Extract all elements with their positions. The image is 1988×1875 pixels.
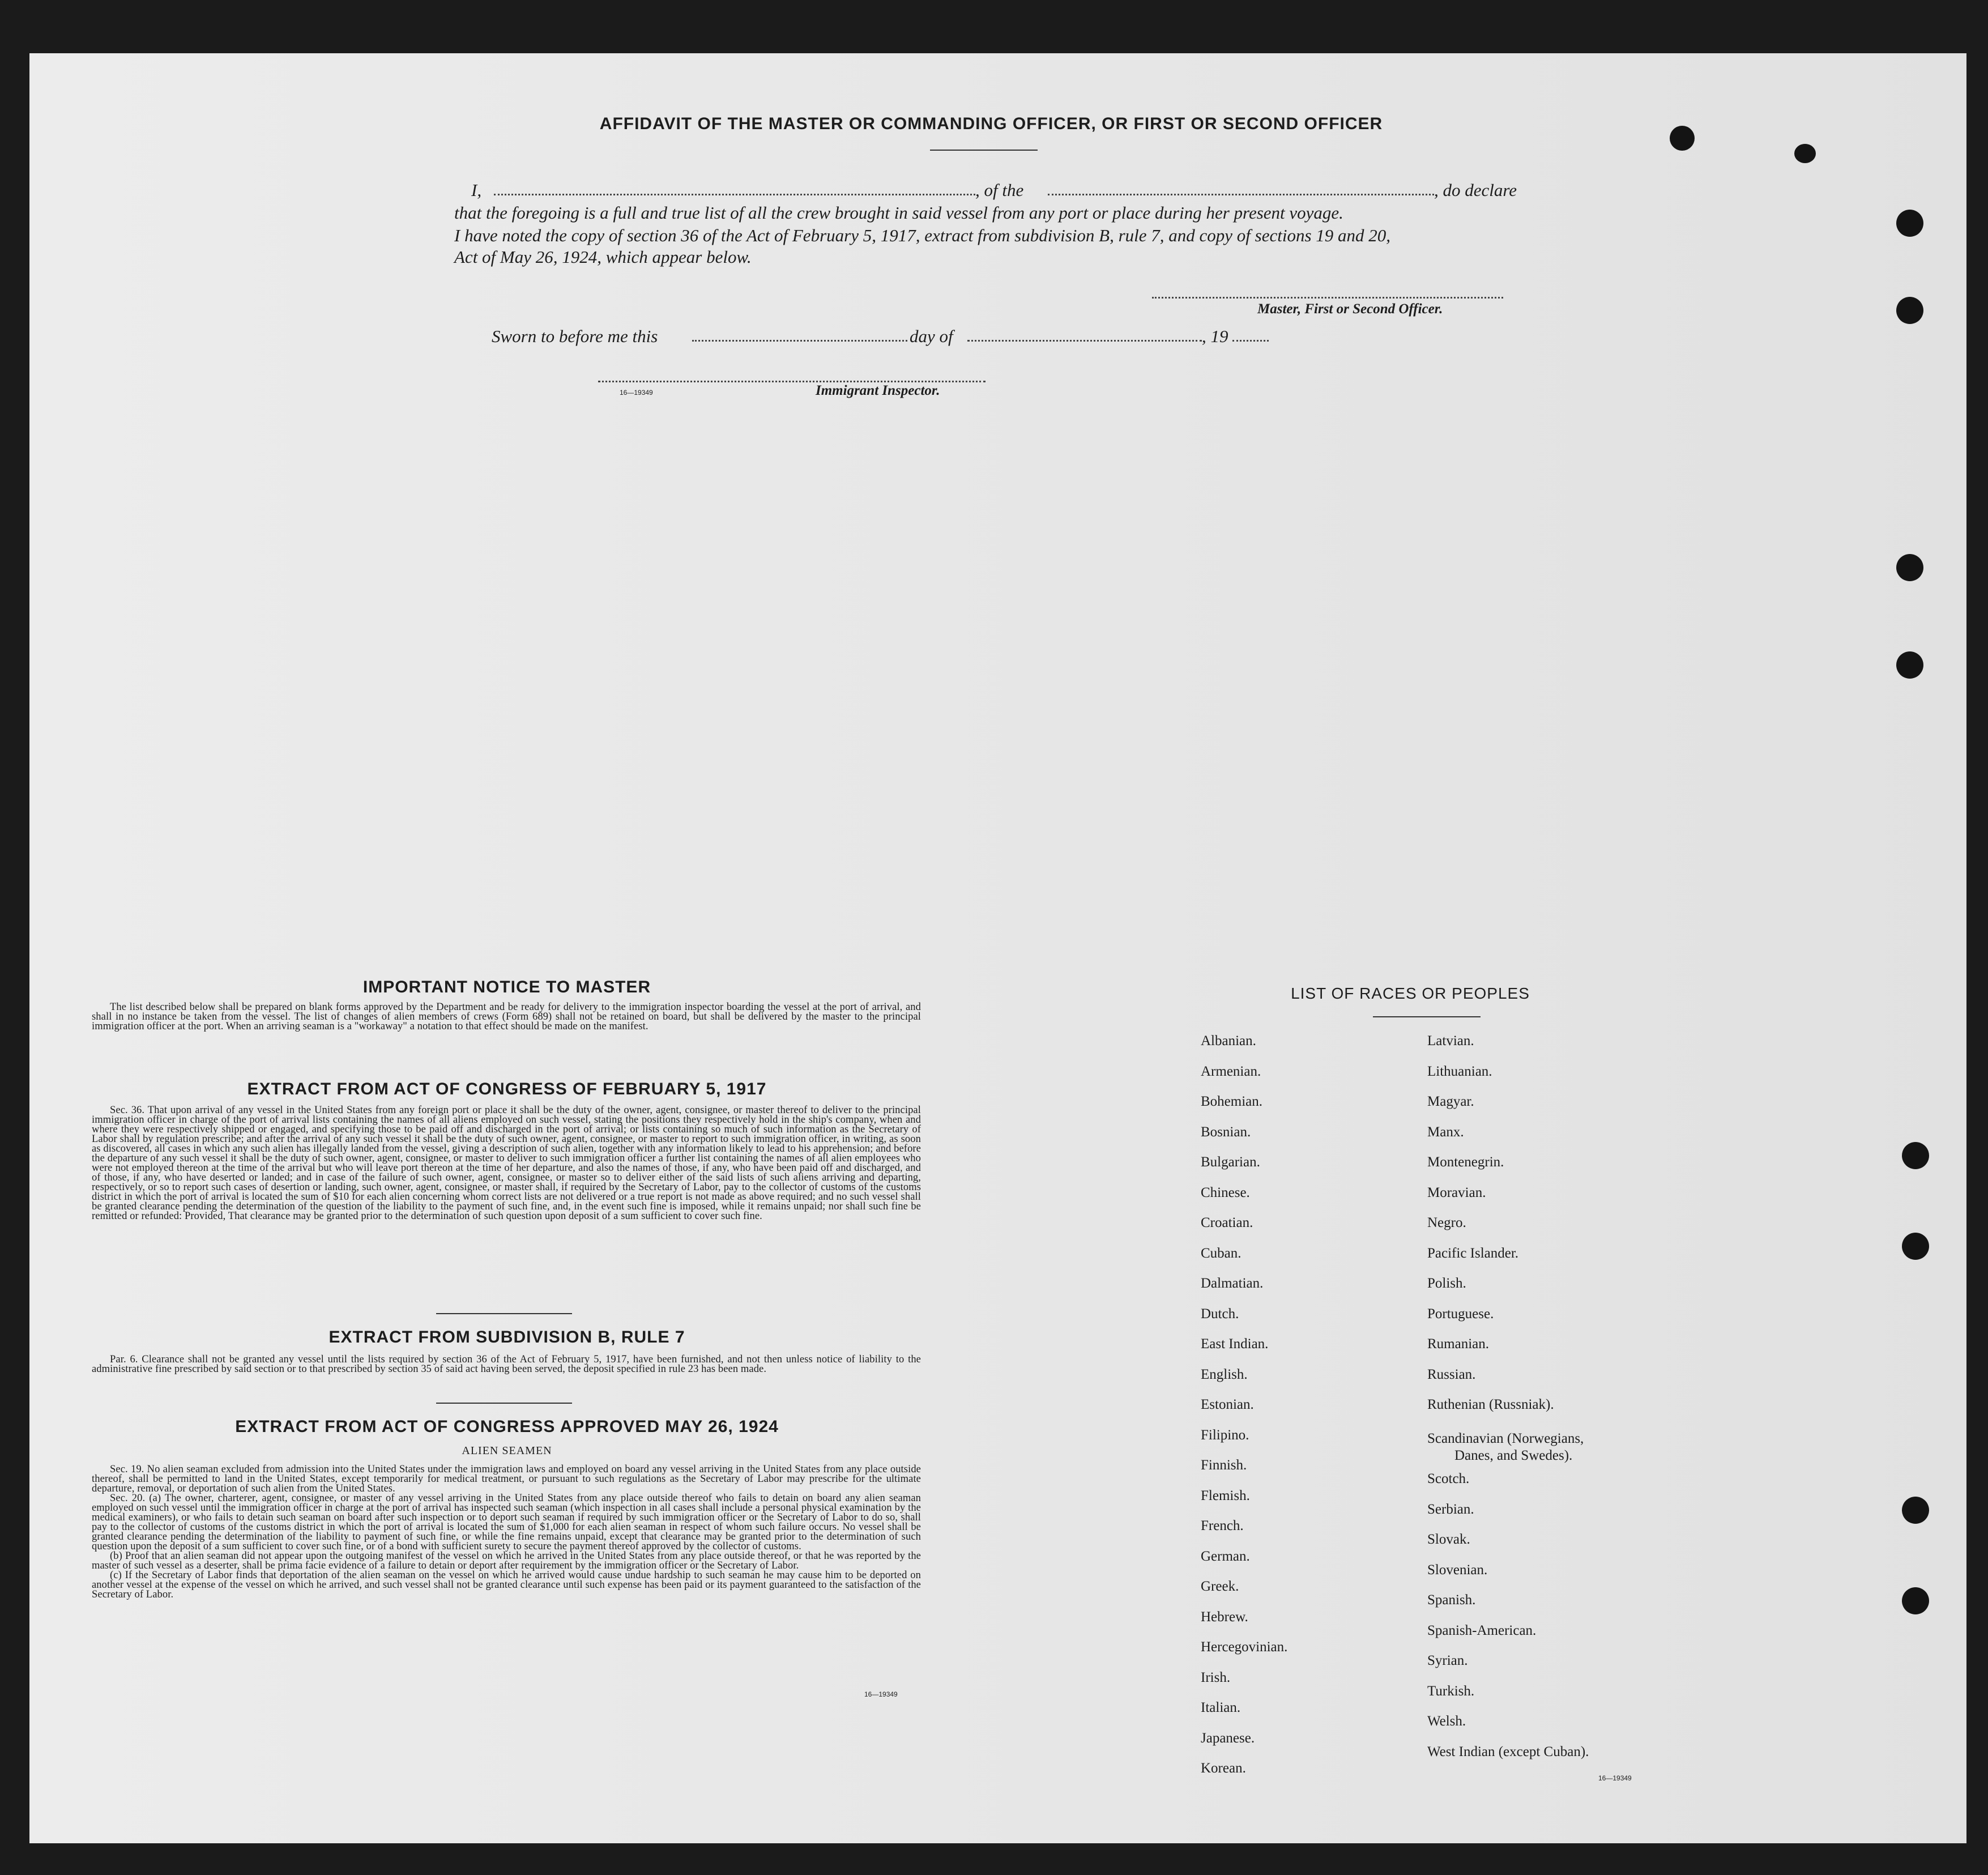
race-item: Flemish. [1201, 1488, 1250, 1503]
race-item: East Indian. [1201, 1336, 1269, 1352]
extract-1917-title: EXTRACT FROM ACT OF CONGRESS OF FEBRUARY 5, 1917 [247, 1080, 767, 1098]
form-number: 16—19349 [620, 389, 653, 397]
sworn-month-field[interactable] [967, 340, 1202, 342]
race-item: Chinese. [1201, 1184, 1250, 1200]
race-item: Polish. [1427, 1276, 1466, 1291]
affidavit-line-4: Act of May 26, 1924, which appear below. [454, 247, 752, 267]
race-item: Dutch. [1201, 1306, 1239, 1322]
race-item: Turkish. [1427, 1683, 1475, 1699]
year-label: , 19 [1202, 326, 1228, 346]
race-item: Welsh. [1427, 1714, 1466, 1729]
race-item: English. [1201, 1366, 1248, 1382]
punch-hole [1896, 297, 1923, 324]
affidavit-line-2: that the foregoing is a full and true list of all the crew brought in said vessel from any port or place during her present voyage. [454, 203, 1343, 223]
race-item: Korean. [1201, 1761, 1246, 1776]
punch-hole [1896, 554, 1923, 581]
race-item: Russian. [1427, 1366, 1476, 1382]
race-item: German. [1201, 1548, 1250, 1564]
section-20c-paragraph: (c) If the Secretary of Labor finds that deportation of the alien seaman on the vessel on which he arrived would cause undue hardship to such seaman he may cause him to be deported on another vessel at the expense of the vessel on which he arrived, and such vessel shall not be granted clearance until such expense has been paid or its payment guaranteed to the satisfaction of the Secretary of Labor. [92, 1570, 921, 1600]
race-item: Ruthenian (Russniak). [1427, 1397, 1554, 1412]
extract-1924-title: EXTRACT FROM ACT OF CONGRESS APPROVED MAY 26, 1924 [235, 1417, 779, 1436]
extract-1924-text [92, 1465, 921, 1600]
race-item: Rumanian. [1427, 1336, 1490, 1352]
affidavit-title: AFFIDAVIT OF THE MASTER OR COMMANDING OFFICER, OR FIRST OR SECOND OFFICER [599, 114, 1383, 133]
master-signature-label: Master, First or Second Officer. [1257, 301, 1443, 317]
punch-hole [1896, 210, 1923, 237]
race-item: West Indian (except Cuban). [1427, 1744, 1589, 1759]
punch-hole [1902, 1233, 1929, 1260]
divider [1373, 1016, 1481, 1017]
divider [436, 1313, 572, 1314]
race-item: Italian. [1201, 1700, 1241, 1715]
day-of-label: day of [910, 326, 953, 346]
race-item: Filipino. [1201, 1427, 1249, 1443]
race-item: Serbian. [1427, 1501, 1474, 1517]
race-item: Spanish. [1427, 1592, 1476, 1608]
punch-hole [1902, 1497, 1929, 1524]
master-signature-field[interactable] [1152, 297, 1503, 299]
sworn-year-field[interactable] [1232, 340, 1269, 342]
race-item: Lithuanian. [1427, 1063, 1492, 1079]
rule-7-title: EXTRACT FROM SUBDIVISION B, RULE 7 [329, 1328, 685, 1346]
race-item: Manx. [1427, 1124, 1464, 1140]
form-number: 16—19349 [1598, 1774, 1632, 1782]
rule-7-text [92, 1355, 921, 1374]
divider [436, 1403, 572, 1404]
race-item: Greek. [1201, 1579, 1239, 1594]
race-item: Armenian. [1201, 1063, 1261, 1079]
section-20b-paragraph: (b) Proof that an alien seaman did not appear upon the outgoing manifest of the vessel on which he arrived in the United States from any place outside thereof, or that he was reported by the master of such vessel as a deserter, shall be prima facie evidence of a failure to detain or deport after requirement by the immigration officer or the Secretary of Labor. [92, 1550, 921, 1571]
race-item: Bohemian. [1201, 1094, 1263, 1109]
races-title: LIST OF RACES OR PEOPLES [1291, 985, 1530, 1002]
name-field[interactable] [494, 194, 975, 195]
sworn-day-field[interactable] [692, 340, 907, 342]
race-item: Negro. [1427, 1215, 1466, 1230]
section-36-paragraph: Sec. 36. That upon arrival of any vessel in the United States from any foreign port or place it shall be the duty of the owner, agent, consignee, or master thereof to deliver to the principal immigration officer in charge of the port of arrival lists containing the names of all aliens employed on such vessel, stating the positions they respectively hold in the ship's company, when and where they were respectively shipped or engaged, and specifying those to be paid off and discharged in the port of arrival; or lists containing so much of such information as the Secretary of Labor shall by regulation prescribe; and after the arrival of any such vessel it shall be the duty of such owner, agent, consignee, or master to report to such immigration officer, in writing, as soon as discovered, all cases in which any such alien has illegally landed from the vessel, giving a description of such alien, together with any information likely to lead to his apprehension; and before the departure of any such vessel it shall be the duty of such owner, agent, consignee, or master to deliver to such immigration officer a further list containing the names of all alien employees who were not employed thereon at the time of the arrival but who will leave port thereon at the time of her departure, and also the names of those, if any, who have been paid off and discharged, and of those, if any, who have deserted or landed; and in case of the failure of such owner, agent, consignee, or master so to deliver either of the said lists of such aliens arriving and departing, respectively, or so to report such cases of desertion or landing, such owner, agent, consignee, or master shall, if required by the Secretary of Labor, pay to the collector of customs of the customs district in which the port of arrival is located the sum of $10 for each alien concerning whom correct lists are not delivered or a true report is not made as above required; and no such vessel shall be granted clearance pending the determination of the question of the liability to the payment of such fine, and, in the event such fine is imposed, while it remains unpaid; nor shall such fine be remitted or refunded: Provided, That clearance may be granted prior to the determination of such question upon deposit of a sum sufficient to cover such fine. [92, 1105, 921, 1222]
punch-hole [1902, 1587, 1929, 1614]
race-item: Bulgarian. [1201, 1154, 1260, 1170]
race-item: Pacific Islander. [1427, 1245, 1519, 1261]
race-item: Croatian. [1201, 1215, 1253, 1230]
race-item: Portuguese. [1427, 1306, 1494, 1322]
race-item: Hebrew. [1201, 1609, 1248, 1625]
race-item: Slovenian. [1427, 1562, 1488, 1578]
race-item: Latvian. [1427, 1033, 1474, 1049]
punch-hole [1902, 1142, 1929, 1169]
race-item: Slovak. [1427, 1532, 1470, 1547]
race-item: Hercegovinian. [1201, 1639, 1288, 1655]
race-item: Moravian. [1427, 1184, 1486, 1200]
section-19-paragraph: Sec. 19. No alien seaman excluded from admission into the United States under the immigration laws and employed on board any vessel arriving in the United States from any place outside thereof, shall be permitted to land in the United States, except temporarily for medical treatment, or pursuant to such regulations as the Secretary of Labor may prescribe for the ultimate departure, removal, or deportation of such alien from the United States. [92, 1464, 921, 1494]
affidavit-i: I, [471, 180, 482, 200]
race-item: Estonian. [1201, 1397, 1254, 1412]
race-item: French. [1201, 1518, 1244, 1533]
alien-seamen-subtitle: ALIEN SEAMEN [462, 1444, 552, 1457]
notice-title: IMPORTANT NOTICE TO MASTER [362, 978, 651, 996]
race-item: Irish. [1201, 1669, 1231, 1685]
vessel-field[interactable] [1048, 194, 1434, 195]
rule-7-paragraph: Par. 6. Clearance shall not be granted any vessel until the lists required by section 36 of the Act of February 5, 1917, have been furnished, and not then unless notice of liability to the administrative fine prescribed by said section or to that prescribed by section 35 of said act having been served, the deposit specified in rule 23 has been made. [92, 1354, 921, 1375]
inspector-signature-field[interactable] [598, 381, 986, 382]
affidavit-declare: , do declare [1434, 180, 1517, 200]
race-item: Syrian. [1427, 1653, 1468, 1668]
race-item: Danes, and Swedes). [1454, 1448, 1573, 1463]
race-item: Scotch. [1427, 1471, 1470, 1486]
notice-paragraph: The list described below shall be prepared on blank forms approved by the Department and be ready for delivery to the immigration inspector boarding the vessel at the port of arrival, and shall in no instance be taken from the vessel. The list of changes of alien members of crews (Form 689) shall not be retained on board, but shall be delivered by the master to the principal immigration officer at the port. When an arriving seaman is a "workaway" a notation to that effect should be made on the manifest. [92, 1002, 921, 1032]
section-20a-paragraph: Sec. 20. (a) The owner, charterer, agent, consignee, or master of any vessel arriving in the United States from any place outside thereof who fails to detain on board any alien seaman employed on such vessel until the immigration officer in charge at the port of arrival has inspected such seaman (which inspection in all cases shall include a personal physical examination by the medical examiners), or who fails to detain such seaman on board after such inspection or to deport such seaman if required by such immigration officer or the Secretary of Labor to do so, shall pay to the collector of customs of the customs district in which the port of arrival is located the sum of $1,000 for each alien seaman in respect of whom such failure occurs. No vessel shall be granted clearance pending the determination of the liability to payment of such fine, or while the fine remains unpaid, except that clearance may be granted prior to the determination of such question upon the deposit of a sum sufficient to cover such fine, or of a bond with sufficient surety to secure the payment thereof approved by the collector of customs. [92, 1493, 921, 1552]
punch-hole [1896, 651, 1923, 679]
race-item: Albanian. [1201, 1033, 1256, 1049]
punch-hole [1794, 144, 1816, 163]
race-item: Finnish. [1201, 1458, 1247, 1473]
affidavit-of-the: , of the [975, 180, 1024, 200]
affidavit-line-3: I have noted the copy of section 36 of the Act of February 5, 1917, extract from subdivision B, rule 7, and copy of sections 19 and 20, [454, 225, 1391, 245]
punch-hole [1670, 126, 1695, 151]
divider [930, 150, 1038, 151]
race-item: Cuban. [1201, 1245, 1242, 1261]
form-number: 16—19349 [864, 1690, 898, 1698]
race-item: Montenegrin. [1427, 1154, 1504, 1170]
race-item: Spanish-American. [1427, 1622, 1537, 1638]
race-item: Bosnian. [1201, 1124, 1251, 1140]
notice-text [92, 1003, 921, 1032]
race-item: Scandinavian (Norwegians, [1427, 1431, 1584, 1446]
extract-1917-text [92, 1106, 921, 1221]
inspector-label: Immigrant Inspector. [816, 383, 940, 398]
race-item: Japanese. [1201, 1730, 1255, 1746]
sworn-label: Sworn to before me this [492, 326, 658, 346]
race-item: Dalmatian. [1201, 1276, 1264, 1291]
race-item: Magyar. [1427, 1094, 1474, 1109]
